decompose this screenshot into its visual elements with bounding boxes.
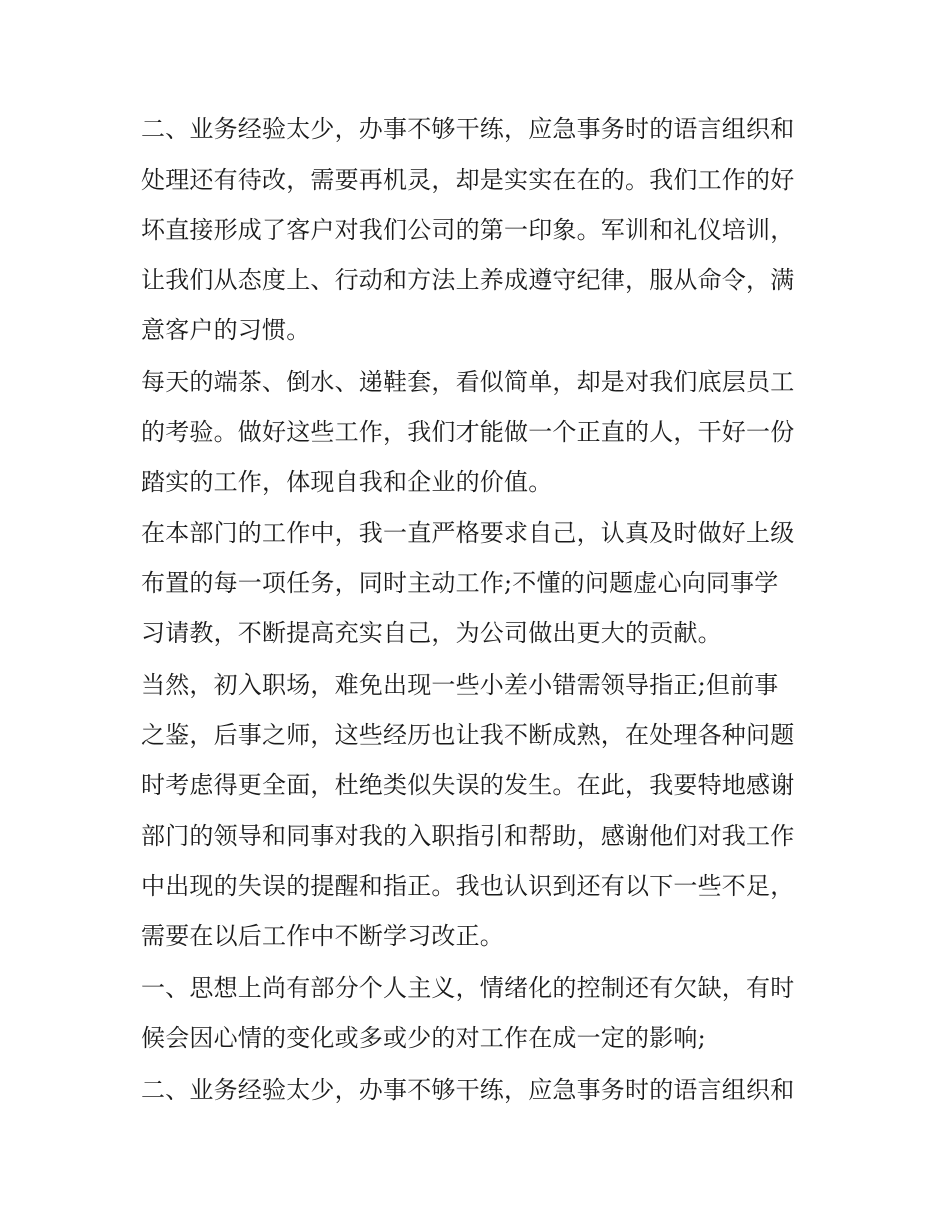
text-line: 部门的领导和同事对我的入职指引和帮助，感谢他们对我工作 xyxy=(141,822,795,850)
text-line: 一、思想上尚有部分个人主义，情绪化的控制还有欠缺，有时 xyxy=(141,974,795,1002)
text-line: 意客户的习惯。 xyxy=(141,316,311,344)
text-line: 二、业务经验太少，办事不够干练，应急事务时的语言组织和 xyxy=(141,115,795,143)
text-line: 之鉴，后事之师，这些经历也让我不断成熟，在处理各种问题 xyxy=(141,721,795,749)
text-line: 候会因心情的变化或多或少的对工作在成一定的影响; xyxy=(141,1024,706,1052)
text-line: 在本部门的工作中，我一直严格要求自己，认真及时做好上级 xyxy=(141,519,795,547)
text-line: 二、业务经验太少，办事不够干练，应急事务时的语言组织和 xyxy=(141,1076,795,1104)
text-line: 习请教，不断提高充实自己，为公司做出更大的贡献。 xyxy=(141,619,722,647)
text-line: 让我们从态度上、行动和方法上养成遵守纪律，服从命令，满 xyxy=(141,266,795,294)
text-line: 时考虑得更全面，杜绝类似失误的发生。在此，我要特地感谢 xyxy=(141,771,795,799)
text-line: 当然，初入职场，难免出现一些小差小错需领导指正;但前事 xyxy=(141,671,779,699)
text-line: 踏实的工作，体现自我和企业的价值。 xyxy=(141,468,553,496)
text-line: 坏直接形成了客户对我们公司的第一印象。军训和礼仪培训， xyxy=(141,216,795,244)
text-line: 需要在以后工作中不断学习改正。 xyxy=(141,922,504,950)
text-line: 每天的端茶、倒水、递鞋套，看似简单，却是对我们底层员工 xyxy=(141,368,795,396)
text-line: 的考验。做好这些工作，我们才能做一个正直的人，干好一份 xyxy=(141,418,795,446)
text-line: 布置的每一项任务，同时主动工作;不懂的问题虚心向同事学 xyxy=(141,569,779,597)
text-line: 处理还有待改，需要再机灵，却是实实在在的。我们工作的好 xyxy=(141,166,795,194)
text-line: 中出现的失误的提醒和指正。我也认识到还有以下一些不足， xyxy=(141,872,795,900)
